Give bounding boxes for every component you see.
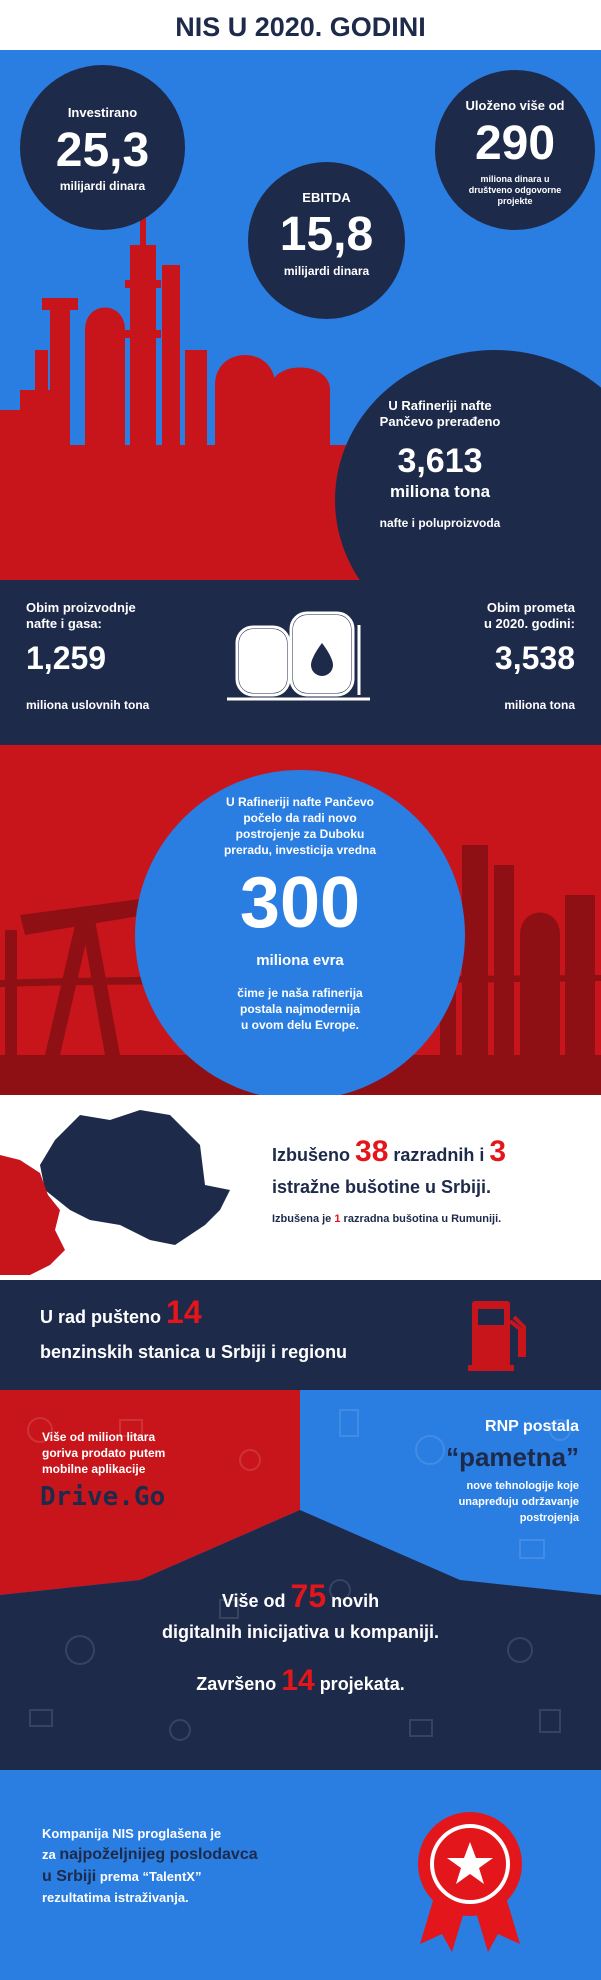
production-unit: miliona uslovnih tona: [26, 698, 150, 712]
drilling-line-1: [272, 1135, 506, 1169]
drilling-text-2: razradnih i: [388, 1145, 490, 1165]
stats-section: [0, 50, 601, 580]
rnp-text-2: unapređuju održavanje: [458, 1496, 579, 1508]
invest-circle: [20, 65, 185, 230]
ebitda-unit: milijardi dinara: [283, 264, 370, 278]
header: [0, 0, 601, 50]
production-label-2: nafte i gasa:: [26, 616, 102, 631]
employer-text-4: rezultatima istraživanja.: [42, 1890, 189, 1905]
csr-value: 290: [474, 117, 556, 170]
turnover-value: 3,538: [494, 640, 575, 676]
stations-text-1: U rad pušteno: [40, 1307, 167, 1327]
employer-highlight-1: najpoželjnijeg poslodavca: [59, 1846, 258, 1863]
investment-text-3: postrojenje za Duboku: [235, 827, 365, 841]
employer-text-2: za: [42, 1847, 60, 1862]
drilling-text-1: Izbušeno: [272, 1145, 356, 1165]
drivego-text-3: mobilne aplikacije: [42, 1462, 146, 1476]
employer-line-2: [42, 1846, 258, 1864]
production-value: 1,259: [26, 640, 107, 676]
invest-label: Investirano: [67, 105, 138, 120]
initiatives-line-2: digitalnih inicijativa u kompaniji.: [161, 1622, 440, 1642]
drilling-small-text-2: razradna bušotina u Rumuniji.: [340, 1213, 502, 1225]
csr-unit-1: miliona dinara u: [480, 174, 550, 184]
digital-section: [0, 1390, 601, 1770]
stations-section: [0, 1280, 601, 1390]
investment-section: [0, 745, 601, 1095]
projects-text-1: Završeno: [196, 1674, 282, 1694]
page-title: NIS U 2020. GODINI: [175, 12, 426, 42]
investment-sub-1: čime je naša rafinerija: [237, 986, 363, 1000]
turnover-unit: miliona tona: [504, 698, 575, 712]
initiatives-num: 75: [290, 1578, 327, 1614]
award-badge-icon: [410, 1804, 530, 1954]
ebitda-circle: [248, 162, 405, 319]
invest-unit: milijardi dinara: [59, 179, 146, 193]
initiatives-line-1: [0, 1578, 601, 1615]
employer-text-3: prema “TalentX”: [96, 1869, 202, 1884]
refinery-sub: nafte i poluproizvoda: [379, 516, 501, 530]
drilling-num-2: 3: [489, 1135, 507, 1168]
refinery-unit: miliona tona: [389, 482, 491, 501]
csr-circle: [435, 70, 595, 230]
storage-tank-icon: [225, 605, 375, 715]
ebitda-value: 15,8: [279, 208, 374, 261]
drilling-num-1: 38: [355, 1135, 389, 1168]
drivego-logo: Drive.Go: [40, 1482, 166, 1512]
csr-label: Uloženo više od: [465, 98, 565, 113]
map-icon: [0, 1095, 240, 1280]
drilling-small-text-1: Izbušena je: [272, 1213, 335, 1225]
rnp-text-1: nove tehnologije koje: [466, 1480, 579, 1492]
rnp-text-3: postrojenja: [519, 1512, 579, 1524]
investment-value: 300: [239, 863, 361, 943]
projects-num: 14: [281, 1664, 315, 1697]
production-section: [0, 580, 601, 745]
refinery-label-2: Pančevo prerađeno: [379, 414, 501, 429]
drivego-text-2: goriva prodato putem: [42, 1446, 166, 1460]
csr-unit-2: društveno odgovorne: [468, 185, 562, 195]
stations-line-1: [40, 1294, 202, 1331]
investment-unit: miliona evra: [256, 952, 344, 969]
drilling-small: [272, 1213, 501, 1225]
stations-num: 14: [166, 1294, 202, 1330]
drilling-section: [0, 1095, 601, 1280]
investment-sub-3: u ovom delu Evrope.: [240, 1018, 360, 1032]
employer-text-1: Kompanija NIS proglašena je: [42, 1826, 222, 1841]
employer-section: [0, 1770, 601, 1980]
csr-unit-3: projekte: [497, 196, 533, 206]
production-label-1: Obim proizvodnje: [26, 600, 136, 615]
investment-text-4: preradu, investicija vredna: [223, 843, 377, 857]
rnp-title: RNP postala: [485, 1418, 579, 1435]
projects-text-2: projekata.: [314, 1674, 405, 1694]
rnp-quote: “pametna”: [446, 1442, 579, 1472]
investment-text-2: počelo da radi novo: [243, 811, 357, 825]
ebitda-label: EBITDA: [302, 190, 351, 205]
fuel-pump-icon: [468, 1295, 528, 1375]
refinery-label-1: U Rafineriji nafte: [388, 398, 492, 413]
drilling-line-2: istražne bušotine u Srbiji.: [272, 1177, 492, 1197]
projects-line: [0, 1664, 601, 1698]
initiatives-text-2: novih: [326, 1591, 380, 1611]
employer-highlight-2: u Srbiji: [42, 1868, 97, 1885]
turnover-label-2: u 2020. godini:: [483, 616, 575, 631]
investment-circle: [135, 770, 465, 1095]
drilling-small-num: 1: [334, 1213, 341, 1225]
investment-sub-2: postala najmodernija: [239, 1002, 361, 1016]
drivego-text-1: Više od milion litara: [42, 1430, 156, 1444]
employer-line-3: [42, 1868, 201, 1886]
investment-text-1: U Rafineriji nafte Pančevo: [225, 795, 375, 809]
turnover-label-1: Obim prometa: [486, 600, 575, 615]
initiatives-text-1: Više od: [221, 1591, 291, 1611]
invest-value: 25,3: [55, 124, 150, 177]
refinery-value: 3,613: [397, 442, 483, 480]
stations-line-2: benzinskih stanica u Srbiji i regionu: [40, 1342, 348, 1362]
